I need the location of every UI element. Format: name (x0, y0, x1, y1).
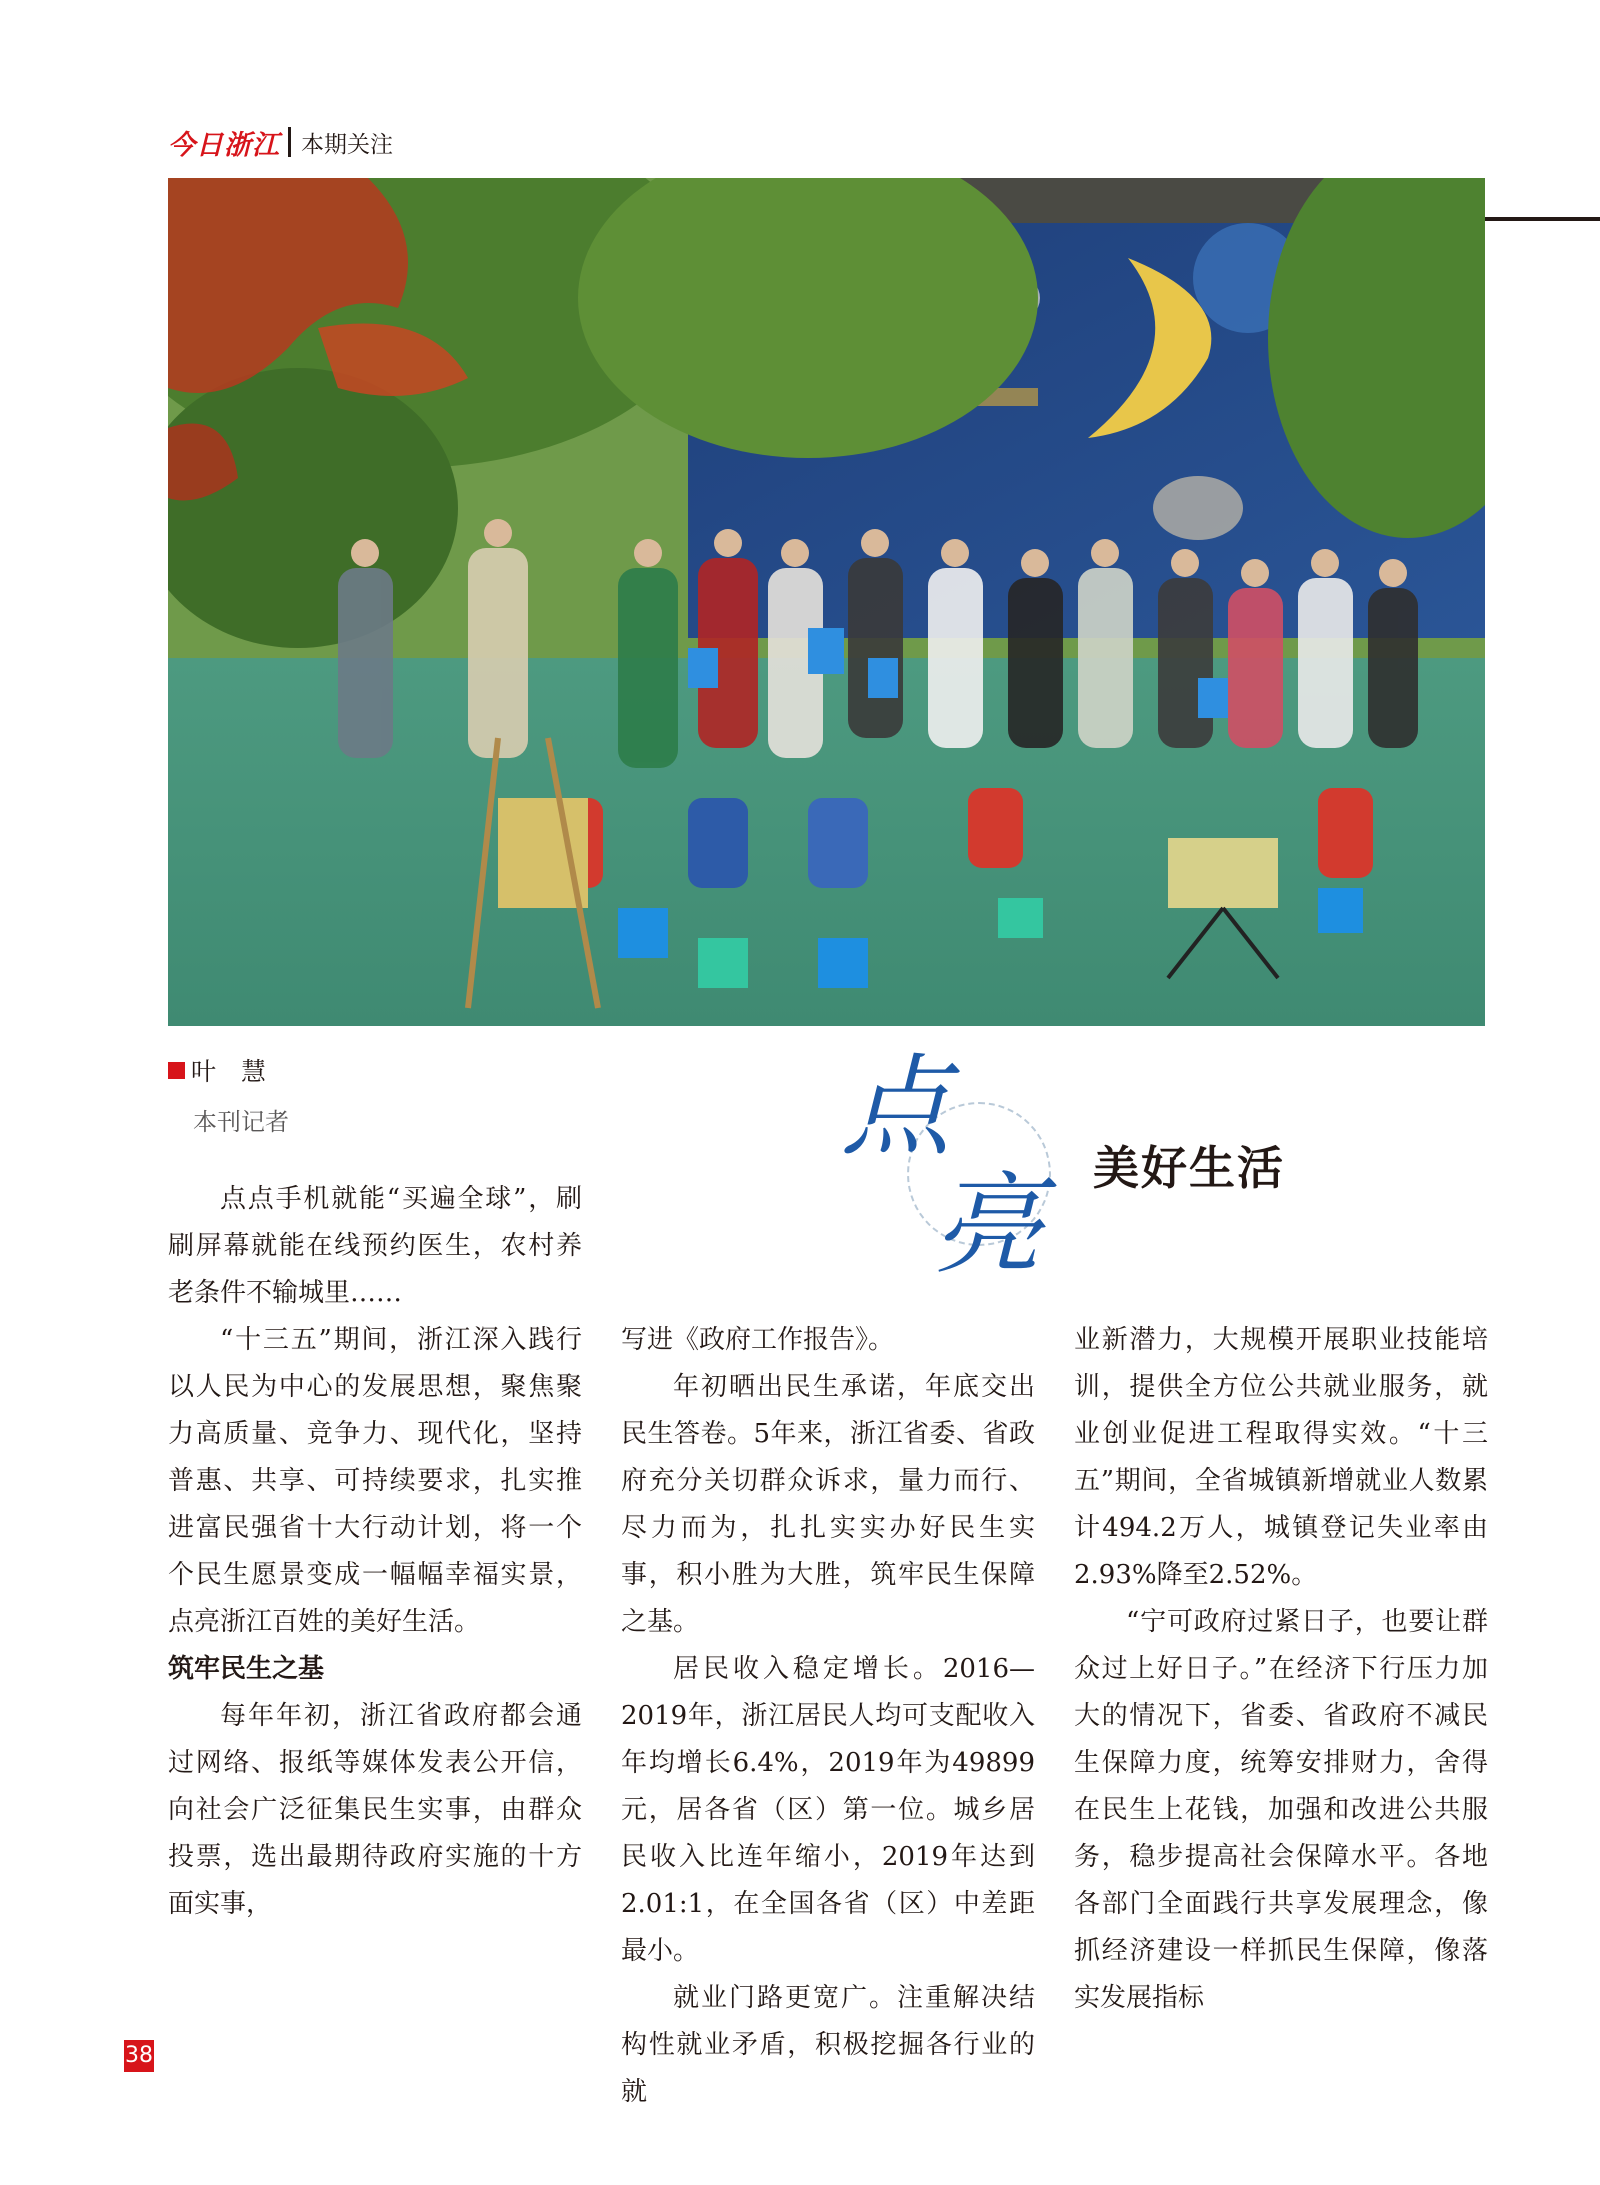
magazine-logo: 今日浙江 (168, 129, 280, 161)
column-2 (621, 1317, 1035, 2116)
column-3 (1074, 1317, 1488, 2022)
page-header (168, 122, 393, 162)
paragraph: 每年年初，浙江省政府都会通过网络、报纸等媒体发表公开信，向社会广泛征集民生实事，由群众投票，选出最期待政府实施的十方面实事， (168, 1701, 582, 1919)
article-title (835, 1043, 1355, 1292)
column-1 (168, 1317, 582, 1928)
header-divider (288, 127, 291, 157)
title-rest: 美好生活 (1093, 1141, 1285, 1195)
author-role: 本刊记者 (193, 1108, 289, 1136)
section-label: 本期关注 (301, 131, 393, 158)
red-square-icon (168, 1062, 185, 1079)
title-char-1: 点 (841, 1043, 951, 1171)
byline (168, 1052, 289, 1137)
author-name: 叶 慧 (191, 1057, 267, 1086)
photo-illustration (168, 178, 1485, 1026)
header-rule (1484, 217, 1600, 221)
paragraph-continued: 写进《政府工作报告》。 (621, 1325, 895, 1355)
lead-text: 点点手机就能“买遍全球”，刷刷屏幕就能在线预约医生，农村养老条件不输城里…… (168, 1184, 582, 1308)
feature-photo (168, 178, 1485, 1026)
author-line (168, 1052, 289, 1088)
title-char-2: 亮 (933, 1161, 1043, 1289)
paragraph-continued: 业新潜力，大规模开展职业技能培训，提供全方位公共就业服务，就业创业促进工程取得实效。“十三五”期间，全省城镇新增就业人数累计494.2万人，城镇登记失业率由2.93%降至2.52%。 (1074, 1325, 1488, 1590)
paragraph: 年初晒出民生承诺，年底交出民生答卷。5年来，浙江省委、省政府充分关切群众诉求，量力而行、尽力而为，扎扎实实办好民生实事，积小胜为大胜，筑牢民生保障之基。 (621, 1372, 1035, 1637)
paragraph: “十三五”期间，浙江深入践行以人民为中心的发展思想，聚焦聚力高质量、竞争力、现代化，坚持普惠、共享、可持续要求，扎实推进富民强省十大行动计划，将一个个民生愿景变成一幅幅幸福实景，点亮浙江百姓的美好生活。 (168, 1325, 582, 1637)
section-subheading: 筑牢民生之基 (168, 1654, 325, 1684)
paragraph: “宁可政府过紧日子，也要让群众过上好日子。”在经济下行压力加大的情况下，省委、省政府不减民生保障力度，统筹安排财力，舍得在民生上花钱，加强和改进公共服务，稳步提高社会保障水平。各地各部门全面践行共享发展理念，像抓经济建设一样抓民生保障，像落实发展指标 (1074, 1607, 1488, 2013)
lead-paragraph (168, 1176, 582, 1317)
paragraph: 居民收入稳定增长。2016—2019年，浙江居民人均可支配收入年均增长6.4%，2019年为49899元，居各省（区）第一位。城乡居民收入比连年缩小，2019年达到2.01:1，在全国各省（区）中差距最小。 (621, 1654, 1035, 1966)
page-number: 38 (124, 2040, 154, 2072)
paragraph: 就业门路更宽广。注重解决结构性就业矛盾，积极挖掘各行业的就 (621, 1983, 1035, 2107)
